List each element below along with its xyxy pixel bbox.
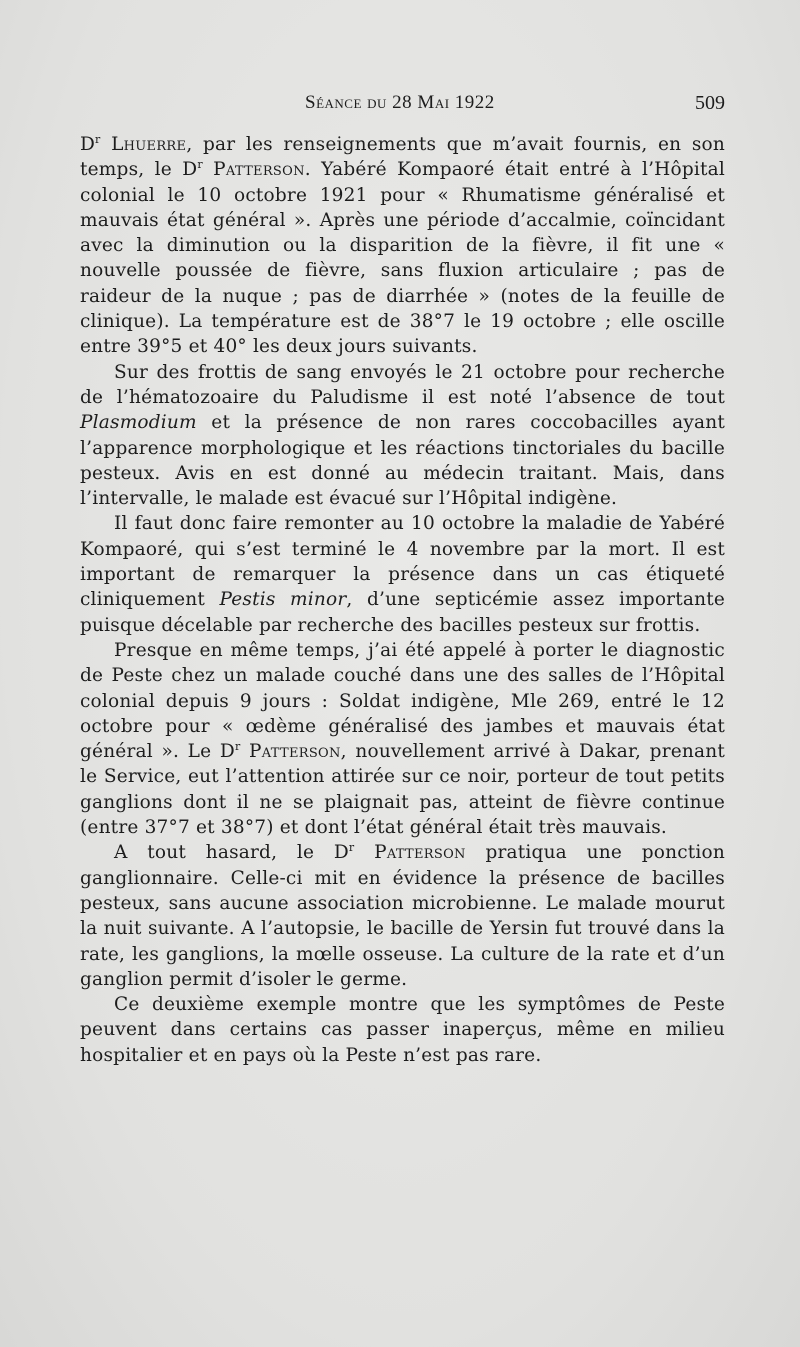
- text-run: Il faut donc faire remonter au 10 octobre la maladie de Yabéré Kompaoré, qui s’est terminé le 4 novembre par la mort. Il est important de remarquer la présence dans un cas étiqueté cliniquement: [80, 513, 725, 611]
- text-run: [240, 741, 249, 762]
- paragraph: [80, 360, 725, 512]
- paragraph: [80, 132, 725, 360]
- text-run: , nouvellement arrivé à Dakar, prenant le Service, eut l’attention attirée sur ce noir, porteur de tout petits ganglions dont il ne se plaignait pas, atteint de fièvre continue (entre 37°7 et 38°7) et dont l’état général était très mauvais.: [80, 741, 725, 839]
- text-run: Ce deuxième exemple montre que les symptômes de Peste peuvent dans certains cas passer inaperçus, même en milieu hospitalier et en pays où la Peste n’est pas rare.: [80, 994, 725, 1066]
- text-run: D: [80, 134, 96, 155]
- text-run: , d’une septicémie assez importante puisque décelable par recherche des bacilles pesteux sur frottis.: [80, 589, 725, 636]
- text-run: [203, 159, 213, 180]
- text-run: [354, 842, 374, 863]
- text-run: , par les renseignements que m’avait fournis, en son temps, le D: [80, 134, 725, 181]
- italic-term: Plasmodium: [80, 412, 197, 434]
- body-text: [80, 132, 725, 1068]
- paragraph: [80, 638, 725, 840]
- running-title: Séance du 28 Mai 1922: [305, 92, 495, 113]
- text-run: Sur des frottis de sang envoyés le 21 octobre pour recherche de l’hématozoaire du Paludisme il est noté l’absence de tout: [80, 361, 725, 408]
- author-name: Lhuerre: [111, 134, 187, 155]
- running-header: [80, 92, 725, 122]
- text-run: et la présence de non rares coccobacilles ayant l’apparence morphologique et les réactions tinctoriales du bacille pesteux. Avis en est donné au médecin traitant. Mais, dans l’intervalle, le malade est évacué sur l’Hôpital indigène.: [80, 412, 725, 510]
- paragraph: [80, 511, 725, 637]
- superscript: r: [197, 158, 203, 172]
- text-run: A tout hasard, le D: [114, 842, 349, 864]
- superscript: r: [95, 132, 101, 146]
- text-run: pratiqua une ponction ganglionnaire. Celle-ci mit en évidence la présence de bacilles pesteux, sans aucune association microbienne. Le malade mourut la nuit suivante. A l’autopsie, le bacille de Yersin fut trouvé dans la rate, les ganglions, la mœlle osseuse. La culture de la rate et d’un ganglion permit d’isoler le germe.: [80, 842, 725, 990]
- paragraph: [80, 840, 725, 992]
- author-name: Patterson: [249, 741, 341, 763]
- text-run: . Yabéré Kompaoré était entré à l’Hôpital colonial le 10 octobre 1921 pour « Rhumatisme généralisé et mauvais état général ». Après une période d’accalmie, coïncidant avec la diminution ou la disparition de la fièvre, il fit une « nouvelle poussée de fièvre, sans fluxion articulaire ; pas de raideur de la nuque ; pas de diarrhée » (notes de la feuille de clinique). La température est de 38°7 le 19 octobre ; elle oscille entre 39°5 et 40° les deux jours suivants.: [80, 159, 725, 358]
- superscript: r: [234, 739, 241, 753]
- text-run: [101, 134, 112, 155]
- italic-term: Pestis minor: [219, 589, 347, 611]
- superscript: r: [348, 841, 355, 855]
- text-run: Presque en même temps, j’ai été appelé à porter le diagnostic de Peste chez un malade couché dans une des salles de l’Hôpital colonial depuis 9 jours : Soldat indigène, Mle 269, entré le 12 octobre pour « œdème généralisé des jambes et mauvais état général ». Le D: [80, 639, 725, 763]
- author-name: Patterson: [213, 159, 305, 181]
- paragraph: [80, 992, 725, 1068]
- page-number: 509: [695, 92, 725, 114]
- author-name: Patterson: [374, 842, 466, 864]
